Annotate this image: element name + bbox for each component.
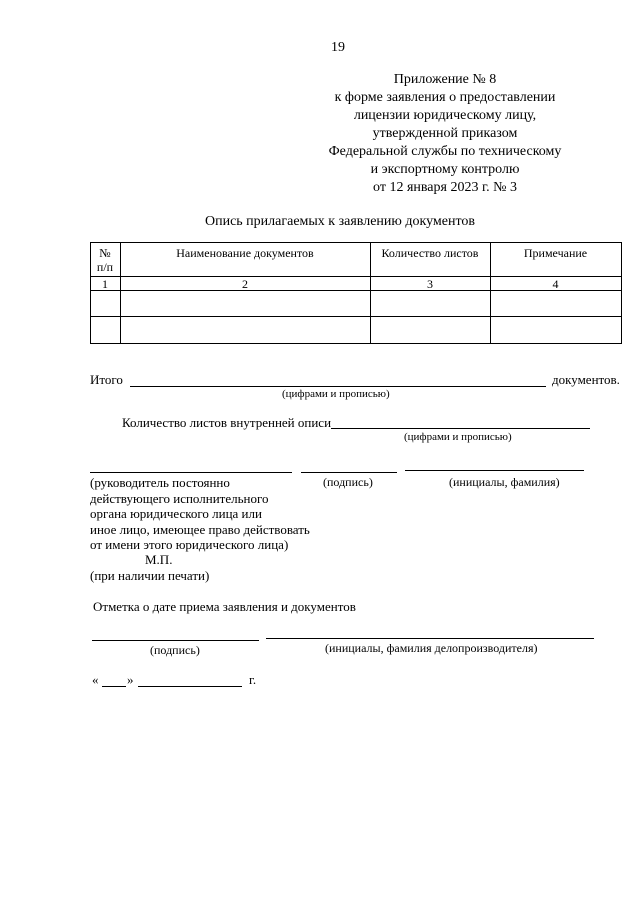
head-name-hint: (инициалы, фамилия) (449, 475, 560, 489)
table-header-number: № п/п (96, 246, 114, 274)
stamp-label: М.П. (145, 552, 173, 567)
itogo-hint: (цифрами и прописью) (282, 388, 390, 400)
page-number: 19 (331, 40, 345, 55)
table-cell: 4 (552, 277, 559, 291)
head-description-line: действующего исполнительного (90, 490, 269, 506)
header-line: утвержденной приказом (372, 126, 518, 141)
table-cell: 2 (242, 277, 248, 291)
receipt-name-hint: (инициалы, фамилия делопроизводителя) (325, 641, 538, 655)
date-day-field[interactable] (102, 686, 126, 687)
inner-inventory-field[interactable] (331, 428, 590, 429)
header-line: Федеральной службы по техническому (328, 144, 562, 159)
header-line: и экспортному контролю (370, 162, 520, 177)
table-header-name: Наименование документов (176, 246, 314, 260)
receipt-label: Отметка о дате приема заявления и документов (93, 599, 356, 614)
head-description-line: (руководитель постоянно (90, 475, 230, 490)
itogo-suffix: документов. (552, 372, 620, 387)
head-description-line: органа юридического лица или (90, 506, 262, 521)
document-title: Опись прилагаемых к заявлению документов (204, 214, 476, 229)
itogo-label: Итого (90, 372, 123, 387)
itogo-field[interactable] (130, 386, 546, 387)
head-description-line: иное лицо, имеющее право действовать (90, 521, 310, 537)
header-line: от 12 января 2023 г. № 3 (373, 180, 517, 195)
table-header-sheets: Количество листов (381, 246, 479, 260)
date-open-quote: « (92, 672, 99, 687)
head-signature-hint: (подпись) (323, 475, 373, 489)
table-cell: 3 (427, 277, 433, 291)
inner-inventory-label: Количество листов внутренней описи (122, 415, 332, 430)
date-month-field[interactable] (138, 686, 242, 687)
head-position-field[interactable] (90, 472, 292, 473)
date-close-quote: » (127, 672, 134, 687)
head-name-field[interactable] (405, 470, 584, 471)
header-line: лицензии юридическому лицу, (353, 108, 537, 123)
receipt-signature-hint: (подпись) (150, 643, 200, 657)
table-header-note: Примечание (523, 246, 588, 260)
header-line: к форме заявления о предоставлении (334, 90, 556, 105)
inner-inventory-hint: (цифрами и прописью) (404, 431, 512, 443)
head-description (90, 475, 310, 553)
head-description-line: от имени этого юридического лица) (90, 537, 289, 552)
receipt-name-field[interactable] (266, 638, 594, 639)
date-year-suffix: г. (249, 672, 257, 687)
stamp-note: (при наличии печати) (90, 568, 210, 583)
table-cell: 1 (102, 277, 108, 291)
receipt-signature-field[interactable] (92, 640, 259, 641)
head-signature-field[interactable] (301, 472, 397, 473)
header-line: Приложение № 8 (393, 72, 497, 87)
